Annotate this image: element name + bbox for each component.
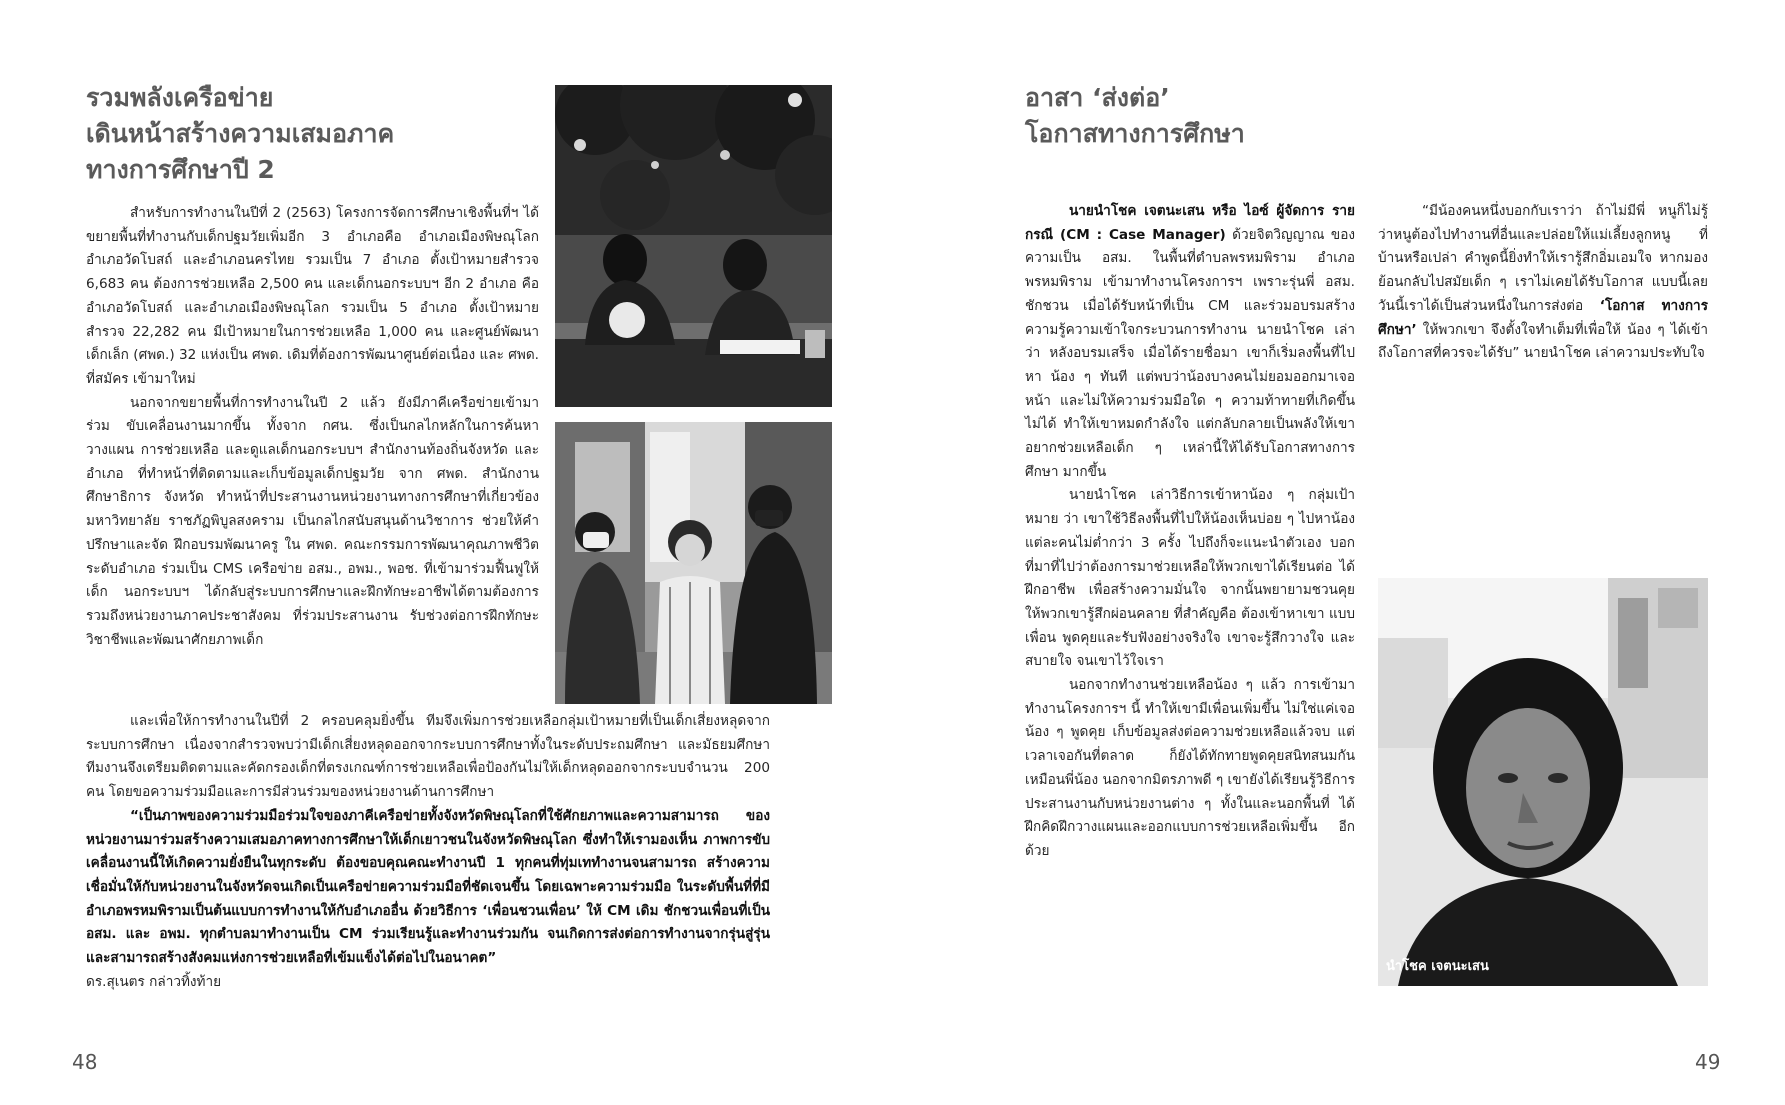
quote-part-a: “มีน้องคนหนึ่งบอกกับเราว่า ถ้าไม่มีพี่ หนูก็ไม่รู้ ว่าหนูต้องไปทำงานที่อื่นและปล่อยให้แม่เลี้ยงลูกหนู ที่บ้านหรือเปล่า คำพูดนี้ยิ่งทำให้เรารู้สึกอิ่มเอมใจ หากมองย้อนกลับไปสมัยเด็ก ๆ เราไม่เคยได้รับโอกาส แบบนี้เลย วันนี้เราได้เป็นส่วนหนึ่งในการส่งต่อ: [1378, 203, 1708, 314]
right-column-2-text: [1378, 200, 1708, 366]
quote-bold: ‘โอกาส ทางการศึกษา’: [1378, 297, 1708, 338]
heading-line: โอกาสทางการศึกษา: [1025, 119, 1245, 148]
right-page-heading: [1025, 80, 1445, 152]
photo-caption: นำโชค เจตนะเสน: [1386, 959, 1489, 974]
page-number-left: 48: [72, 1050, 98, 1074]
quote-paragraph: [1378, 200, 1708, 366]
quote-part-b: ให้พวกเขา จึงตั้งใจทำเต็มที่เพื่อให้ น้อง ๆ ได้เข้าถึงโอกาสที่ควรจะได้รับ” นายนำโชค เล่าความประทับใจ: [1378, 321, 1708, 362]
body-paragraph: นอกจากทำงานช่วยเหลือน้อง ๆ แล้ว การเข้ามา ทำงานโครงการฯ นี้ ทำให้เขามีเพื่อนเพิ่มขึ้น ไม่ใช่แค่เจอ น้อง ๆ พูดคุย เก็บข้อมูลส่งต่อความช่วยเหลือแล้วจบ แต่ เวลาเจอกันที่ตลาด ก็ยังได้ทักทายพูดคุยสนิทสนมกัน เหมือนพี่น้อง นอกจากมิตรภาพดี ๆ เขายังได้เรียนรู้วิธีการ ประสานงานกับหน่วยงานต่าง ๆ ทั้งในและนอกพื้นที่ ได้ ฝึกคิดฝึกวางแผนและออกแบบการช่วยเหลือเพิ่มขึ้น อีกด้วย: [1025, 677, 1355, 859]
portrait-photo: [1378, 578, 1708, 986]
students-writing-photo: [555, 85, 832, 407]
intro-bold: นายนำโชค เจตนะเสน หรือ ไอซ์ ผู้จัดการ รายกรณี (CM : Case Manager): [1025, 203, 1355, 243]
quote-text: “เป็นภาพของความร่วมมือร่วมใจของภาคีเครือข่ายทั้งจังหวัดพิษณุโลกที่ใช้ศักยภาพและความสามารถ ของหน่วยงานมาร่วมสร้างความเสมอภาคทางการศึกษาให้เด็กเยาวชนในจังหวัดพิษณุโลก ซึ่งทำให้เรามองเห็น ภาพการขับเคลื่อนงานนี้ให้เกิดความยั่งยืนในทุกระดับ ต้องขอบคุณคณะทำงานปี 1 ทุกคนที่ทุ่มเททำงานจนสามารถ สร้างความเชื่อมั่นให้กับหน่วยงานในจังหวัดจนเกิดเป็นเครือข่ายความร่วมมือที่ชัดเจนขึ้น โดยเฉพาะความร่วมมือ ในระดับพื้นที่ที่มีอำเภอพรหมพิรามเป็นต้นแบบการทำงานให้กับอำเภออื่น ด้วยวิธีการ ‘เพื่อนชวนเพื่อน’ ให้ CM เดิม ชักชวนเพื่อนที่เป็น อสม. และ อพม. ทุกตำบลมาทำงานเป็น CM ร่วมเรียนรู้และทำงานร่วมกัน จนเกิดการส่งต่อการทำงานจากรุ่นสู่รุ่น และสามารถสร้างสังคมแห่งการช่วยเหลือที่เข้มแข็งได้ต่อไปในอนาคต”: [86, 807, 770, 967]
intro-rest: ด้วยจิตวิญญาณ ของความเป็น อสม. ในพื้นที่ตำบลพรหมพิราม อำเภอ พรหมพิราม เข้ามาทำงานโครงการฯ เพราะรุ่นพี่ อสม. ชักชวน เมื่อได้รับหน้าที่เป็น CM และร่วมอบรมสร้าง ความรู้ความเข้าใจกระบวนการทำงาน นายนำโชค เล่าว่า หลังอบรมเสร็จ เมื่อได้รายชื่อมา เขาก็เริ่มลงพื้นที่ไปหา น้อง ๆ ทันที แต่พบว่าน้องบางคนไม่ยอมออกมาเจอหน้า และไม่ให้ความร่วมมือใด ๆ ความท้าทายที่เกิดขึ้นไม่ได้ ทำให้เขาหมดกำลังใจ แต่กลับกลายเป็นพลังให้เขา อยากช่วยเหลือเด็ก ๆ เหล่านี้ให้ได้รับโอกาสทางการศึกษา มากขึ้น: [1025, 226, 1355, 480]
body-paragraph: และเพื่อให้การทำงานในปีที่ 2 ครอบคลุมยิ่งขึ้น ทีมจึงเพิ่มการช่วยเหลือกลุ่มเป้าหมายที่เป็นเด็กเสี่ยงหลุดจาก ระบบการศึกษา เนื่องจากสำรวจพบว่ามีเด็กเสี่ยงหลุดออกจากระบบการศึกษาทั้งในระดับประถมศึกษา และมัธยมศึกษา ทีมงานจึงเตรียมติดตามและคัดกรองเด็กที่ตรงเกณฑ์การช่วยเหลือเพื่อป้องกันไม่ให้เด็กหลุดออกจากระบบจำนวน 200 คน โดยขอความร่วมมือและการมีส่วนร่วมของหน่วยงานด้านการศึกษา: [86, 713, 770, 801]
left-full-width-text: [86, 710, 770, 994]
left-page-heading: [86, 80, 546, 188]
left-column-text: [86, 202, 539, 652]
page-number-right: 49: [1695, 1050, 1721, 1074]
heading-line: รวมพลังเครือข่าย: [86, 83, 274, 112]
body-paragraph: [1025, 200, 1355, 484]
heading-line: ทางการศึกษาปี 2: [86, 155, 275, 184]
quote-paragraph: [86, 805, 770, 971]
right-column-1-text: [1025, 200, 1355, 864]
body-paragraph: สำหรับการทำงานในปีที่ 2 (2563) โครงการจัดการศึกษาเชิงพื้นที่ฯ ได้ขยายพื้นที่ทำงานกับเด็กปฐมวัยเพิ่มอีก 3 อำเภอคือ อำเภอเมืองพิษณุโลก อำเภอวัดโบสถ์ และอำเภอนครไทย รวมเป็น 7 อำเภอ ตั้งเป้าหมายสำรวจ 6,683 คน ต้องการช่วยเหลือ 2,500 คน และเด็กนอกระบบฯ อีก 2 อำเภอ คือ อำเภอวัดโบสถ์ และอำเภอเมืองพิษณุโลก รวมเป็น 5 อำเภอ ตั้งเป้าหมายสำรวจ 22,282 คน มีเป้าหมายในการช่วยเหลือ 1,000 คน และศูนย์พัฒนาเด็กเล็ก (ศพด.) 32 แห่งเป็น ศพด. เดิมที่ต้องการพัฒนาศูนย์ต่อเนื่อง และ ศพด. ที่สมัคร เข้ามาใหม่: [86, 205, 539, 387]
children-volunteers-photo: [555, 422, 832, 704]
heading-line: เดินหน้าสร้างความเสมอภาค: [86, 119, 395, 148]
body-paragraph: นอกจากขยายพื้นที่การทำงานในปี 2 แล้ว ยังมีภาคีเครือข่ายเข้ามาร่วม ขับเคลื่อนงานมากขึ้น ทั้งจาก กศน. ซึ่งเป็นกลไกหลักในการค้นหา วางแผน การช่วยเหลือ และดูแลเด็กนอกระบบฯ สำนักงานท้องถิ่นจังหวัด และอำเภอ ที่ทำหน้าที่ติดตามและเก็บข้อมูลเด็กปฐมวัย จาก ศพด. สำนักงานศึกษาธิการ จังหวัด ทำหน้าที่ประสานงานหน่วยงานทางการศึกษาที่เกี่ยวข้อง มหาวิทยาลัย ราชภัฏพิบูลสงคราม เป็นกลไกสนับสนุนด้านวิชาการ ช่วยให้คำปรึกษาและจัด ฝึกอบรมพัฒนาครู ใน ศพด. คณะกรรมการพัฒนาคุณภาพชีวิตระดับอำเภอ ร่วมเป็น CMS เครือข่าย อสม., อพม., พอช. ที่เข้ามาร่วมฟื้นฟูให้เด็ก นอกระบบฯ ได้กลับสู่ระบบการศึกษาและฝึกทักษะอาชีพได้ตามต้องการ รวมถึงหน่วยงานภาคประชาสังคม ที่ร่วมประสานงาน รับช่วงต่อการฝึกทักษะ วิชาชีพและพัฒนาศักยภาพเด็ก: [86, 394, 539, 648]
body-paragraph: นายนำโชค เล่าวิธีการเข้าหาน้อง ๆ กลุ่มเป้าหมาย ว่า เขาใช้วิธีลงพื้นที่ไปให้น้องเห็นบ่อย ๆ ไปหาน้อง แต่ละคนไม่ต่ำกว่า 3 ครั้ง ไปถึงก็จะแนะนำตัวเอง บอก ที่มาที่ไปว่าต้องการมาช่วยเหลือให้พวกเขาได้เรียนต่อ ได้ฝึกอาชีพ เพื่อสร้างความมั่นใจ จากนั้นพยายามชวนคุย ให้พวกเขารู้สึกผ่อนคลาย ที่สำคัญคือ ต้องเข้าหาเขา แบบเพื่อน พูดคุยและรับฟังอย่างจริงใจ เขาจะรู้สึกวางใจ และสบายใจ จนเขาไว้ใจเรา: [1025, 487, 1355, 670]
attribution: ดร.สุเนตร กล่าวทิ้งท้าย: [86, 973, 222, 990]
heading-line: อาสา ‘ส่งต่อ’: [1025, 83, 1170, 112]
